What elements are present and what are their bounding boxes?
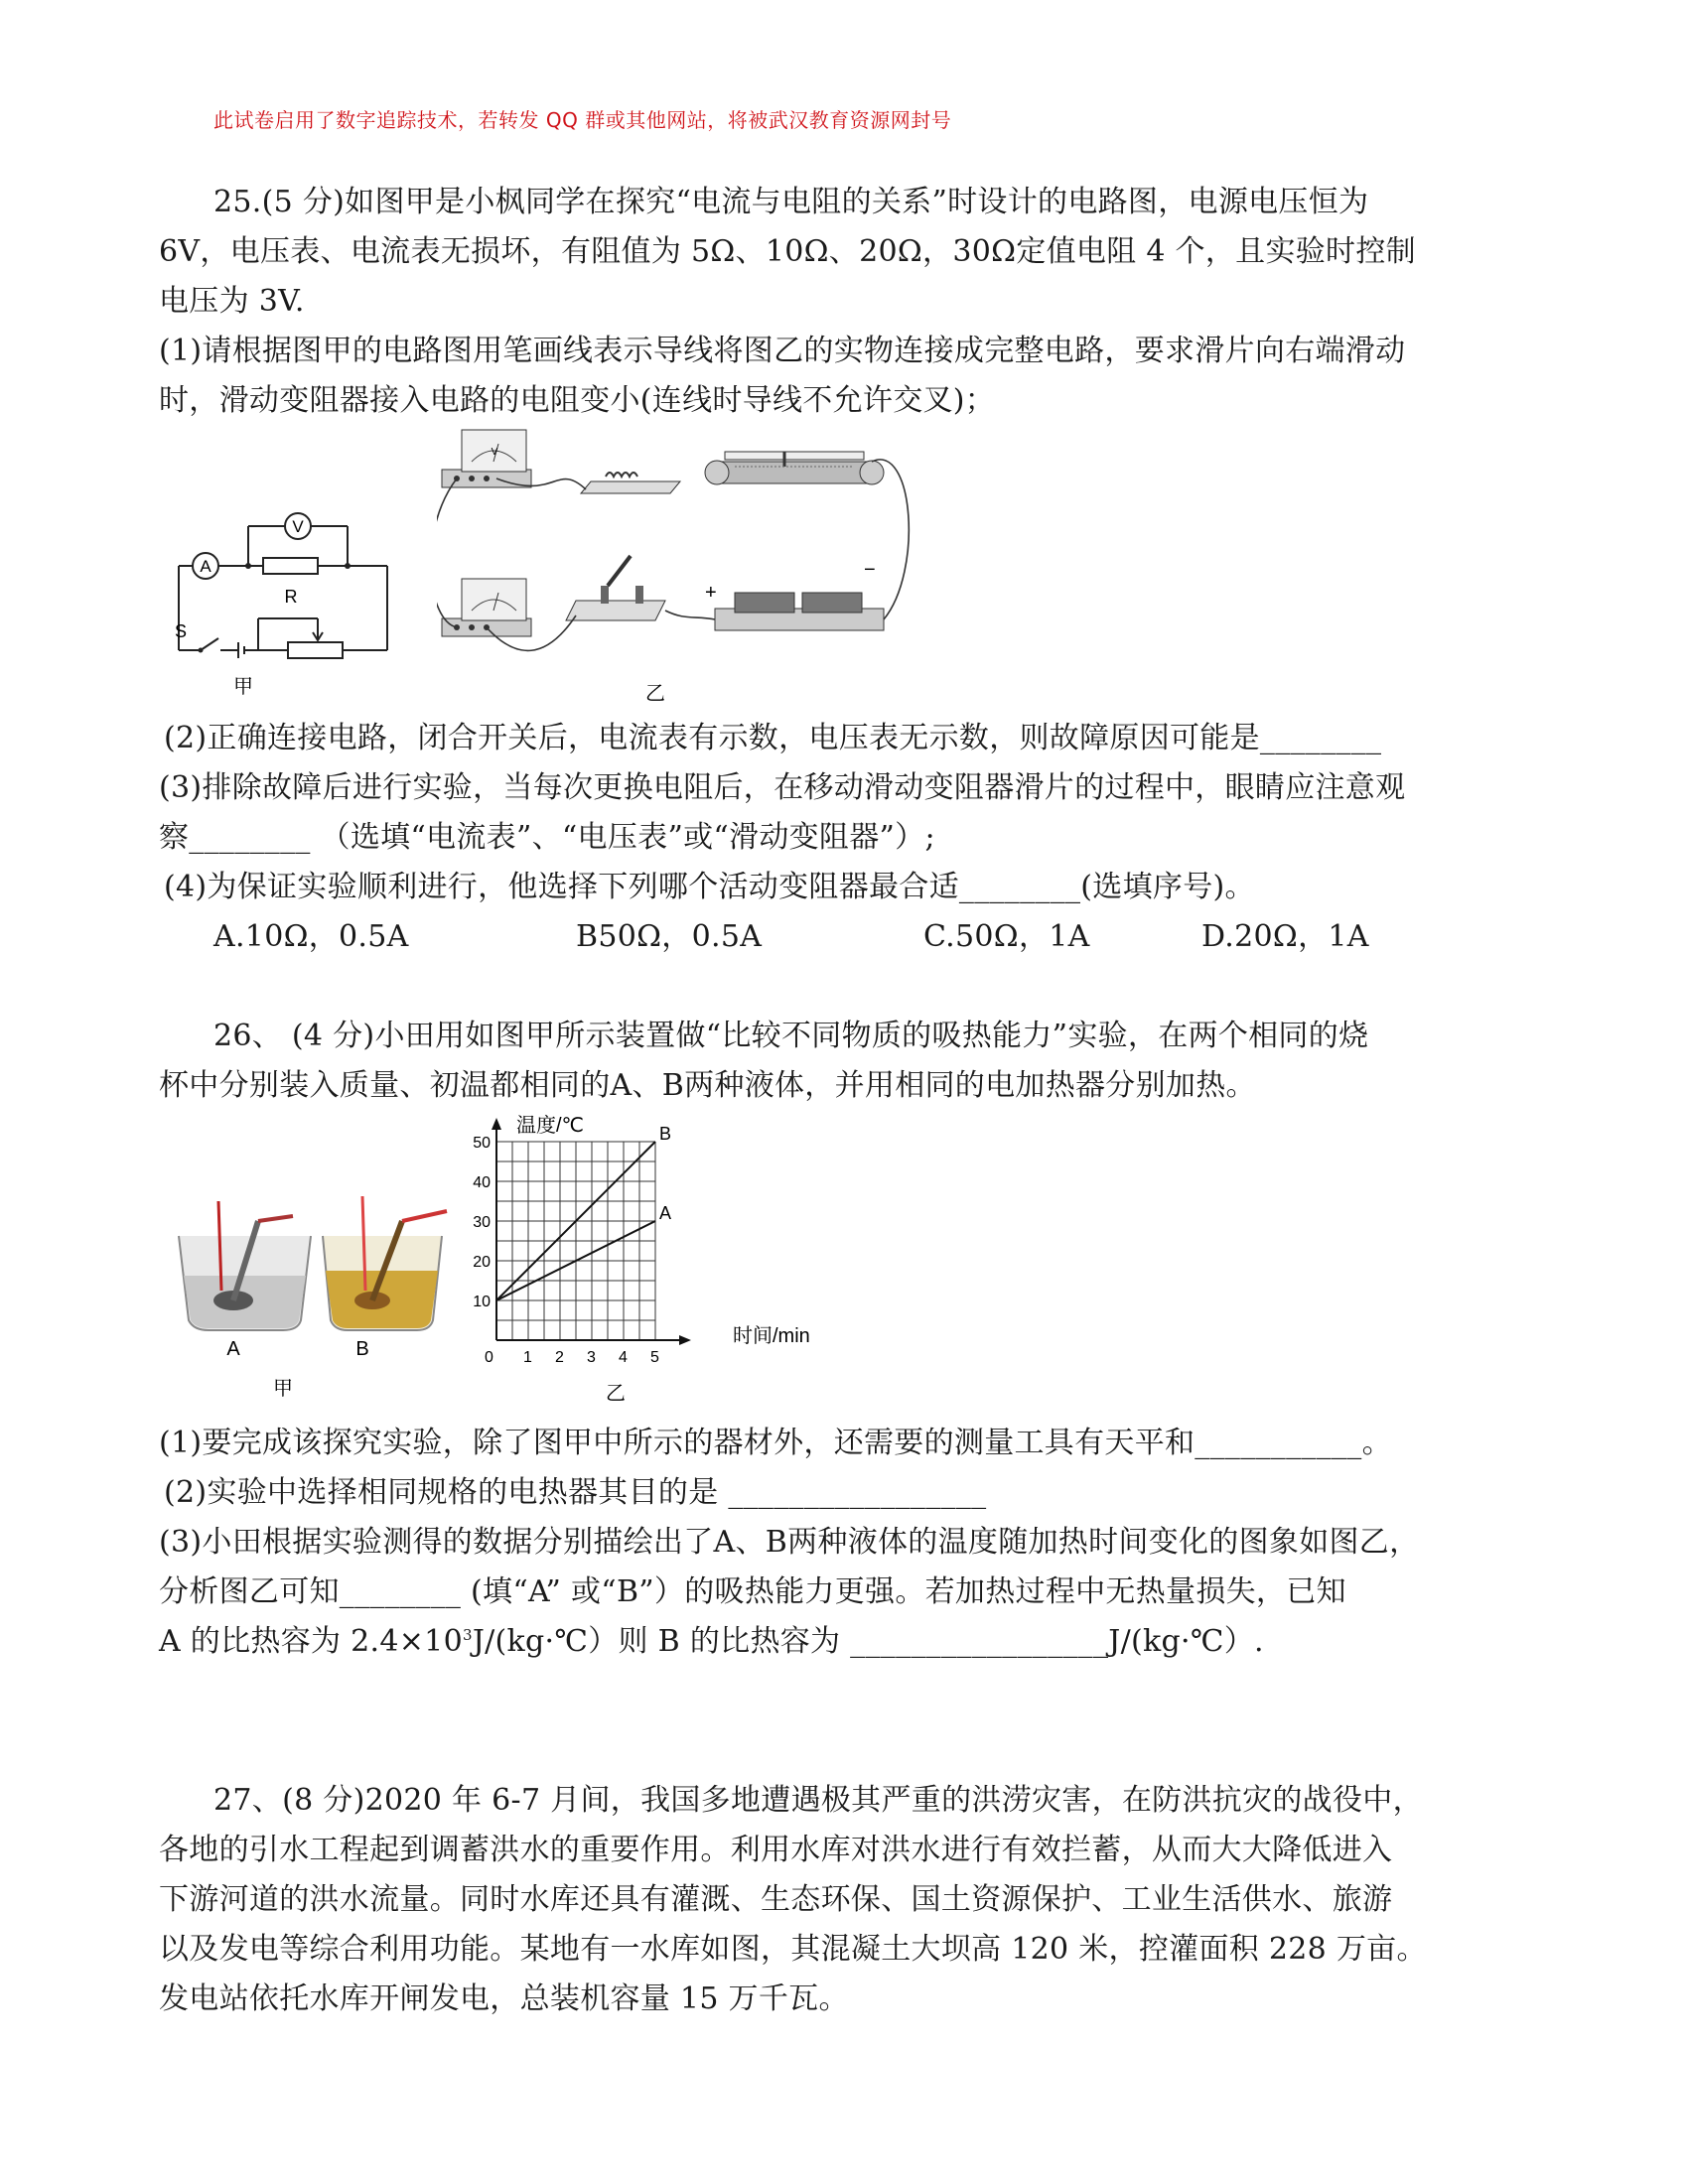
- temperature-time-chart: [457, 1112, 844, 1420]
- q25-line-2: 6V，电压表、电流表无损坏，有阻值为 5Ω、10Ω、20Ω，30Ω定值电阻 4 个，且实验时控制: [159, 234, 1416, 269]
- x-tick-label: 0: [485, 1349, 493, 1366]
- fig-yi-caption-26: 乙: [606, 1383, 626, 1405]
- x-tick-label: 2: [555, 1349, 564, 1366]
- switch-device: [566, 556, 665, 620]
- q26-sub3-line-1: (3)小田根据实验测得的数据分别描绘出了A、B两种液体的温度随加热时间变化的图象如图乙，: [159, 1525, 1420, 1560]
- x-axis-label: 时间/min: [733, 1325, 810, 1347]
- battery-box-device: [715, 593, 884, 630]
- tracking-notice-banner: 此试卷启用了数字追踪技术，若转发 QQ 群或其他网站，将被武汉教育资源网封号: [213, 108, 952, 132]
- chart-series: [496, 1124, 671, 1300]
- physical-circuit-yi: [437, 422, 923, 705]
- fig-jia-caption-26: 甲: [273, 1378, 293, 1400]
- beaker-a: [179, 1201, 311, 1330]
- y-tick-label: 10: [473, 1294, 491, 1310]
- q25-sub2: (2)正确连接电路，闭合开关后，电流表有示数，电压表无示数，则故障原因可能是________: [164, 721, 1382, 755]
- beaker-b-label: B: [355, 1338, 369, 1360]
- q26-sub2: (2)实验中选择相同规格的电热器其目的是 _________________: [164, 1475, 987, 1510]
- fixed-resistor-device: [581, 473, 680, 493]
- q25-sub3-line-2: 察________ （选填“电流表”、“电压表”或“滑动变阻器”）;: [159, 820, 935, 855]
- q26-last-sup: 3: [462, 1626, 473, 1644]
- q25-option-d: D.20Ω，1A: [1201, 919, 1369, 954]
- q25-line-1: 25.(5 分)如图甲是小枫同学在探究“电流与电阻的关系”时设计的电路图，电源电压恒为: [213, 185, 1369, 219]
- beaker-b: [323, 1196, 447, 1330]
- q27-line-4: 以及发电等综合利用功能。某地有一水库如图，其混凝土大坝高 120 米，控灌面积 228 万亩。: [159, 1932, 1427, 1967]
- q26-sub1: (1)要完成该探究实验，除了图甲中所示的器材外，还需要的测量工具有天平和___________。: [159, 1426, 1392, 1460]
- q25-sub3-line-1: (3)排除故障后进行实验，当每次更换电阻后，在移动滑动变阻器滑片的过程中，眼睛应注意观: [159, 770, 1406, 805]
- y-tick-label: 30: [473, 1214, 491, 1231]
- voltmeter-symbol: V: [292, 517, 304, 536]
- x-tick-label: 1: [523, 1349, 532, 1366]
- x-tick-label: 3: [587, 1349, 596, 1366]
- beaker-a-label: A: [226, 1338, 240, 1360]
- q25-line-3: 电压为 3V.: [159, 284, 305, 319]
- y-axis-arrow: [492, 1118, 501, 1130]
- ammeter-symbol: A: [200, 557, 211, 576]
- q27-line-3: 下游河道的洪水流量。同时水库还具有灌溉、生态环保、国土资源保护、工业生活供水、旅游: [159, 1882, 1393, 1917]
- q27-line-2: 各地的引水工程起到调蓄洪水的重要作用。利用水库对洪水进行有效拦蓄，从而大大降低进入: [159, 1833, 1393, 1867]
- q25-option-c: C.50Ω，1A: [923, 919, 1090, 954]
- voltmeter-dial-mark: V: [491, 447, 498, 458]
- q26-last-post: J/(kg·℃）则 B 的比热容为 _________________J/(kg·℃）.: [472, 1624, 1264, 1659]
- x-tick-label: 4: [619, 1349, 628, 1366]
- rheostat-device: [705, 452, 884, 484]
- battery-minus-label: −: [864, 559, 876, 581]
- fig-yi-caption: 乙: [645, 683, 665, 705]
- series-label-b: B: [659, 1124, 672, 1144]
- q26-line-1: 26、 (4 分)小田用如图甲所示装置做“比较不同物质的吸热能力”实验，在两个相同的烧: [213, 1019, 1369, 1053]
- x-tick-label: 5: [650, 1349, 659, 1366]
- circuit-diagram-jia: [159, 501, 397, 700]
- q25-sub1-line-1: (1)请根据图甲的电路图用笔画线表示导线将图乙的实物连接成完整电路，要求滑片向右端滑动: [159, 334, 1406, 368]
- q25-option-b: B50Ω，0.5A: [576, 919, 763, 954]
- voltmeter-device: [442, 430, 531, 487]
- resistor-label: R: [284, 587, 298, 607]
- q26-sub3-line-3: [159, 1616, 1264, 1660]
- beakers-figure-jia: [164, 1181, 472, 1400]
- q26-line-2: 杯中分别装入质量、初温都相同的A、B两种液体，并用相同的电加热器分别加热。: [159, 1068, 1256, 1103]
- y-axis-label: 温度/℃: [516, 1115, 585, 1137]
- q26-last-pre: A 的比热容为 2.4×10: [159, 1624, 463, 1659]
- y-tick-label: 20: [473, 1254, 491, 1271]
- q27-line-1: 27、(8 分)2020 年 6-7 月间，我国多地遭遇极其严重的洪涝灾害，在防洪抗灾的战役中，: [213, 1783, 1423, 1818]
- q26-sub3-line-2: 分析图乙可知________ (填“A” 或“B”）的吸热能力更强。若加热过程中无热量损失，已知: [159, 1574, 1346, 1609]
- fig-jia-caption: 甲: [233, 676, 253, 698]
- battery-plus-label: +: [705, 582, 717, 604]
- series-label-a: A: [659, 1203, 672, 1223]
- switch-label: S: [174, 621, 188, 641]
- q25-sub1-line-2: 时，滑动变阻器接入电路的电阻变小(连线时导线不允许交叉)；: [159, 383, 996, 418]
- x-axis-arrow: [679, 1335, 691, 1345]
- y-tick-label: 50: [473, 1135, 491, 1152]
- q25-option-a: A.10Ω，0.5A: [213, 919, 409, 954]
- y-tick-label: 40: [473, 1174, 491, 1191]
- chart-ticks: [473, 1135, 659, 1366]
- q25-sub4: (4)为保证实验顺利进行，他选择下列哪个活动变阻器最合适________(选填序号)。: [164, 870, 1255, 904]
- q27-line-5: 发电站依托水库开闸发电，总装机容量 15 万千瓦。: [159, 1981, 849, 2016]
- chart-grid: [496, 1142, 655, 1340]
